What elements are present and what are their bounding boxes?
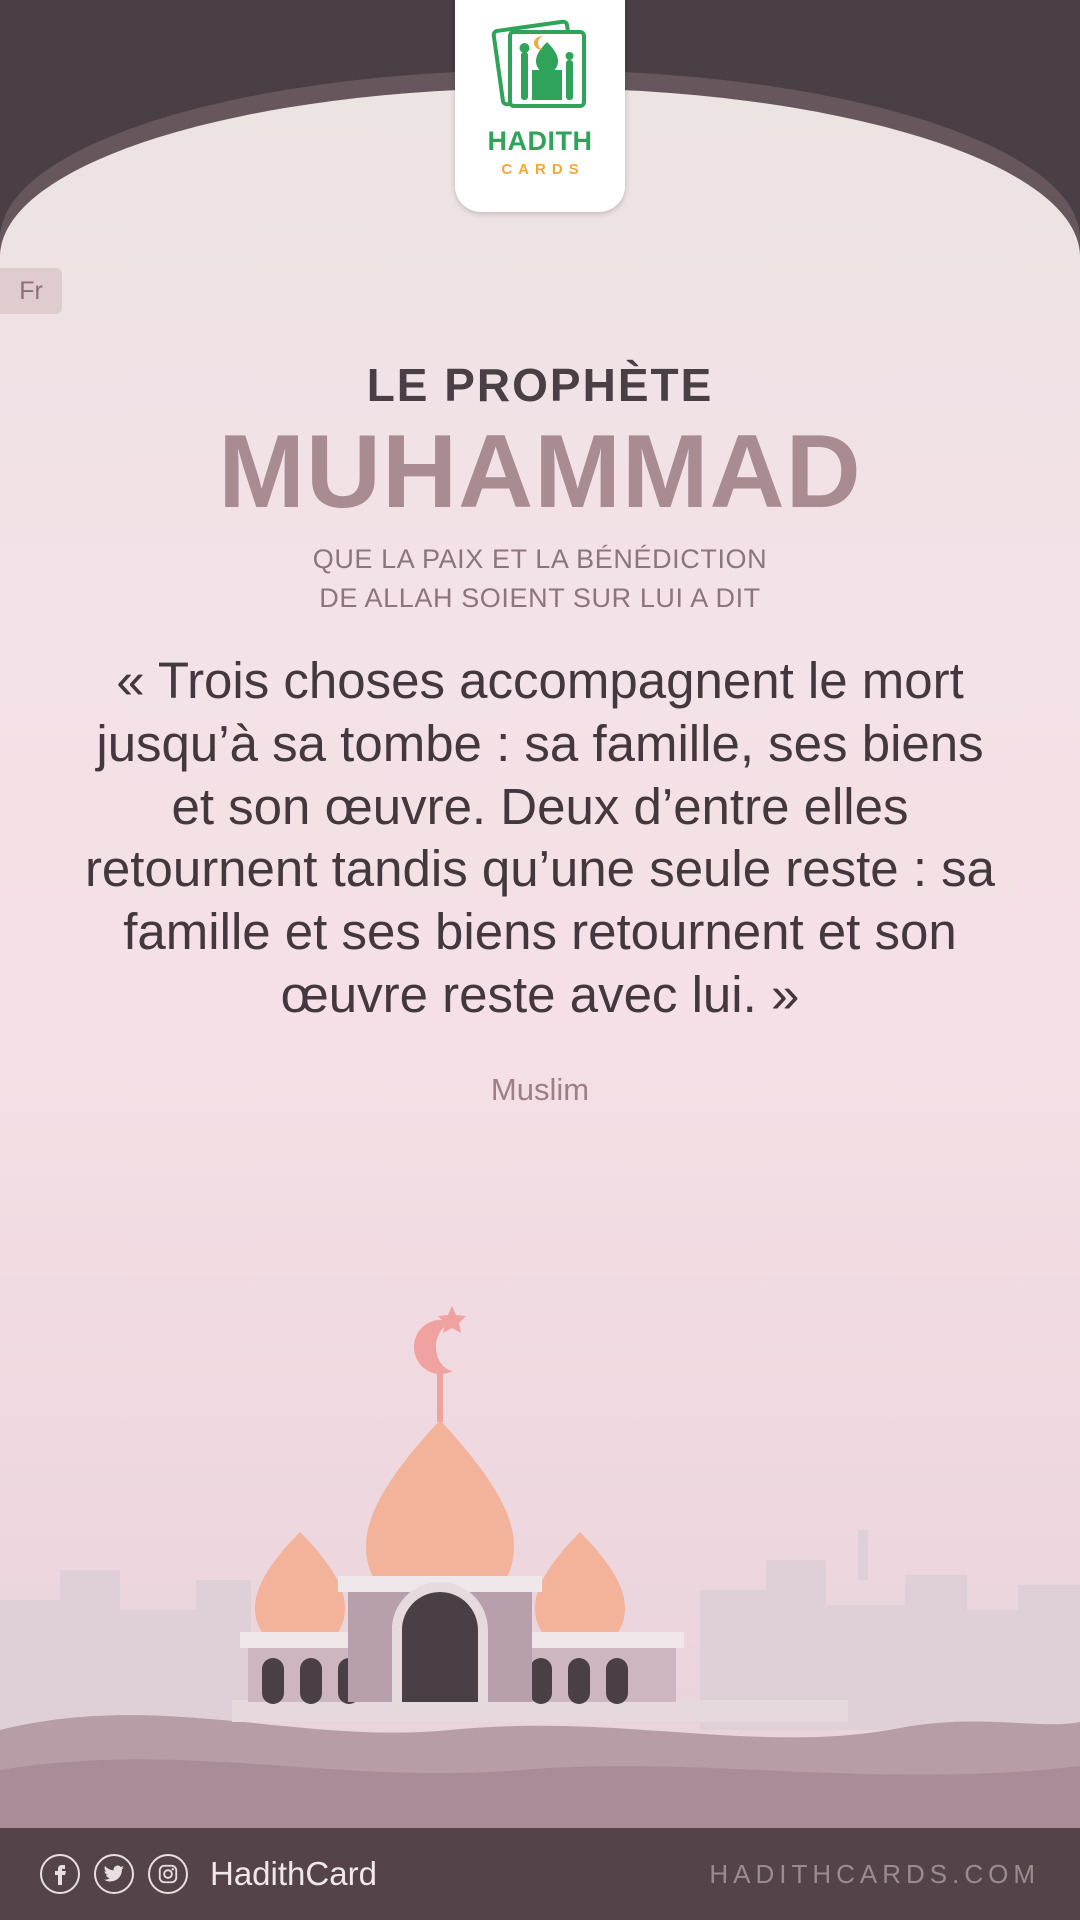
logo-wordmark: HADITH bbox=[487, 126, 593, 156]
website-url[interactable]: HADITHCARDS.COM bbox=[709, 1858, 1040, 1889]
title-sub-line2: DE ALLAH SOIENT SUR LUI A DIT bbox=[319, 582, 761, 613]
hadith-text: « Trois choses accompagnent le mort jusqu’à sa tombe : sa famille, ses biens et son œuvre. Deux d’entre elles retournent tandis qu’une seule reste : sa famille et ses biens retournent et son œuvre reste avec lui. » bbox=[84, 652, 996, 1023]
page-title: MUHAMMAD bbox=[218, 414, 862, 530]
title-small: LE PROPHÈTE bbox=[366, 359, 714, 411]
hadith-source: Muslim bbox=[490, 1072, 590, 1108]
logo-subtitle: CARDS bbox=[501, 161, 585, 178]
logo-badge[interactable] bbox=[455, 0, 625, 212]
footer-bar bbox=[0, 1828, 1080, 1920]
social-handle[interactable]: HadithCard bbox=[210, 1855, 377, 1892]
instagram-icon[interactable] bbox=[148, 1854, 188, 1894]
mosque-skyline-illustration bbox=[0, 1170, 1080, 1830]
footer-social-group bbox=[40, 1854, 377, 1894]
language-chip[interactable] bbox=[0, 268, 62, 314]
mosque-photo-icon bbox=[480, 12, 600, 124]
title-sub-line1: QUE LA PAIX ET LA BÉNÉDICTION bbox=[312, 544, 768, 575]
language-chip-label: Fr bbox=[19, 276, 43, 305]
twitter-icon[interactable] bbox=[94, 1854, 134, 1894]
facebook-icon[interactable] bbox=[40, 1854, 80, 1894]
